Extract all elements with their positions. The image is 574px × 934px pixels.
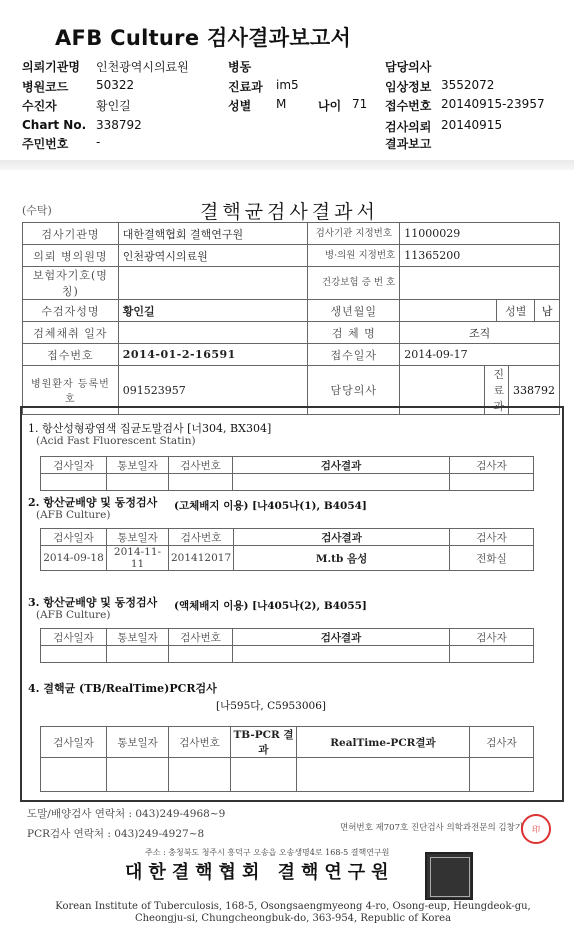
- cell-tester: 전화실: [450, 546, 534, 571]
- header-value: -: [96, 135, 101, 149]
- header-value: M: [276, 97, 287, 111]
- col-header: 검사일자: [41, 457, 107, 474]
- col-header: 검사자: [450, 629, 534, 646]
- section-title: 2. 항산균배양 및 동정검사: [28, 496, 158, 509]
- info-value: 대한결핵협회 결핵연구원: [118, 223, 308, 245]
- info-value: [118, 322, 308, 344]
- section-title: 1. 항산성형광염색 집균도말검사 [너304, BX304]: [28, 422, 272, 435]
- patient-info-table: [22, 222, 560, 415]
- header-value: 20140915: [441, 118, 503, 132]
- col-header: RealTime-PCR결과: [297, 727, 470, 758]
- header-value: 71: [352, 97, 368, 111]
- col-header: 검사자: [470, 727, 534, 758]
- col-header: 검사자: [450, 529, 534, 546]
- section-title: 3. 항산균배양 및 동정검사: [28, 596, 158, 609]
- pcr-results-table: [40, 726, 534, 792]
- results-table-3: [40, 628, 534, 663]
- info-label: 보험자기호(명칭): [23, 267, 119, 300]
- english-address-line2: Cheongju-si, Chungcheongbuk-do, 363-954, Republic of Korea: [134, 913, 452, 924]
- english-address-line1: Korean Institute of Tuberculosis, 168-5, Osongsaengmyeong 4-ro, Osong-eup, Heungdeok-gu,: [55, 901, 531, 912]
- header-value: 인천광역시의료원: [96, 60, 189, 74]
- info-label: 검사기관 지정번호: [308, 223, 400, 245]
- section-subtitle: (Acid Fast Fluorescent Statin): [36, 435, 196, 447]
- info-label: 의뢰 병의원명: [23, 245, 119, 267]
- header-label: 병동: [228, 60, 252, 74]
- header-label: 병원코드: [22, 80, 69, 94]
- header-label: 결과보고: [385, 137, 432, 151]
- info-label: 진료과: [493, 368, 504, 413]
- col-header: 통보일자: [107, 529, 169, 546]
- header-label: 주민번호: [22, 137, 69, 151]
- info-value: 황인길: [118, 300, 308, 322]
- header-value: im5: [276, 78, 299, 92]
- col-header: TB-PCR 결과: [231, 727, 297, 758]
- results-header-row: [41, 629, 534, 646]
- cell-no: 201412017: [169, 546, 234, 571]
- info-row: [23, 245, 560, 267]
- info-value: 2014-09-17: [400, 344, 560, 366]
- info-label: 수검자성명: [23, 300, 119, 322]
- info-label: 건강보험 증 번 호: [308, 267, 400, 300]
- sex-subtable: [400, 300, 559, 321]
- header-row: [0, 58, 574, 76]
- info-value: [400, 267, 560, 300]
- address-text: 주소 : 충청북도 청주시 흥덕구 오송읍 오송생명4로 168-5 결핵연구원: [145, 848, 390, 857]
- results-header-row: [41, 727, 534, 758]
- info-label: 담당의사: [308, 366, 400, 415]
- cell-result: M.tb 음성: [234, 546, 450, 571]
- info-value: 남: [541, 304, 553, 318]
- section-subtitle: (AFB Culture): [36, 509, 111, 521]
- header-row: [0, 118, 574, 136]
- section-subtitle: (AFB Culture): [36, 609, 111, 621]
- col-header: 검사일자: [41, 529, 107, 546]
- header-row: [0, 135, 574, 153]
- info-label: 검체채취 일자: [23, 322, 119, 344]
- info-value: [118, 267, 308, 300]
- col-header: 검사번호: [169, 629, 233, 646]
- document-title: 결핵균검사결과서: [200, 201, 379, 223]
- header-row: [0, 97, 574, 115]
- header-label: 성별: [228, 99, 252, 113]
- col-header: 검사자: [450, 457, 534, 474]
- header-label: 진료과: [228, 80, 263, 94]
- organization-name: 대한결핵협회 결핵연구원: [125, 862, 395, 883]
- section-extra: [나595다, C5953006]: [216, 700, 326, 712]
- results-header-row: [41, 529, 534, 546]
- col-header: 검사결과: [234, 529, 450, 546]
- cell-notify: 2014-11-11: [107, 546, 169, 571]
- info-value: 조직: [400, 322, 560, 344]
- col-header: 통보일자: [107, 457, 169, 474]
- info-label: 성별: [497, 300, 535, 321]
- info-value: [400, 300, 497, 321]
- info-value: 091523957: [118, 366, 308, 415]
- license-text: 면허번호 제707호 진단검사 의학과전문의 김창기: [340, 823, 524, 833]
- cell-date: 2014-09-18: [41, 546, 107, 571]
- info-value: 인천광역시의료원: [118, 245, 308, 267]
- info-value: 11000029: [400, 223, 560, 245]
- results-header-row: [41, 457, 534, 474]
- header-label: 수진자: [22, 99, 57, 113]
- contact-pcr: PCR검사 연락처 : 043)249-4927~8: [27, 828, 205, 840]
- col-header: 검사결과: [233, 457, 450, 474]
- info-row: [23, 300, 560, 322]
- header-label: 접수번호: [385, 99, 432, 113]
- report-title: AFB Culture 검사결과보고서: [55, 26, 352, 50]
- results-row: [41, 474, 534, 491]
- header-row: [0, 78, 574, 96]
- official-seal-icon: [425, 852, 473, 900]
- header-label: 임상정보: [385, 80, 432, 94]
- col-header: 검사번호: [169, 529, 234, 546]
- contact-smear-culture: 도말/배양검사 연락처 : 043)249-4968~9: [27, 808, 226, 820]
- results-row: [41, 646, 534, 663]
- header-label: 의뢰기관명: [22, 60, 80, 74]
- col-header: 검사일자: [41, 629, 107, 646]
- header-value: 338792: [96, 118, 142, 132]
- english-address: [53, 901, 533, 925]
- col-header: 검사번호: [169, 727, 231, 758]
- info-label: 접수일자: [308, 344, 400, 366]
- col-header: 검사일자: [41, 727, 107, 758]
- info-value: 2014-01-2-16591: [118, 344, 308, 366]
- info-row: [23, 344, 560, 366]
- header-value: 50322: [96, 78, 135, 92]
- section-extra: (액체배지 이용) [나405나(2), B4055]: [174, 600, 367, 612]
- section-title: 4. 결핵균 (TB/RealTime)PCR검사: [28, 682, 217, 695]
- info-label: 생년월일: [308, 300, 400, 322]
- results-table-1: [40, 456, 534, 491]
- header-value: 3552072: [441, 78, 495, 92]
- section-divider: [0, 160, 574, 170]
- col-header: 검사번호: [169, 457, 233, 474]
- results-table-2: [40, 528, 534, 571]
- header-label: Chart No.: [22, 118, 87, 132]
- info-label: 검사기관명: [23, 223, 119, 245]
- info-label: 병원환자 등록번호: [23, 366, 119, 415]
- col-header: 통보일자: [107, 727, 169, 758]
- scanned-document: [5, 170, 569, 934]
- info-label: 검 체 명: [308, 322, 400, 344]
- info-row: [23, 223, 560, 245]
- info-label: 접수번호: [23, 344, 119, 366]
- header-value: 황인길: [96, 99, 131, 113]
- header-value: 20140915-23957: [441, 97, 545, 111]
- document-tag: (수탁): [22, 204, 52, 217]
- results-box: [20, 406, 564, 802]
- results-row: [41, 758, 534, 792]
- col-header: 검사결과: [233, 629, 450, 646]
- info-label: 병·의원 지정번호: [308, 245, 400, 267]
- section-extra: (고체배지 이용) [나405나(1), B4054]: [174, 500, 367, 512]
- header-label: 담당의사: [385, 60, 432, 74]
- info-value: 11365200: [400, 245, 560, 267]
- info-value: 338792: [509, 366, 560, 414]
- info-cell: [400, 300, 560, 322]
- header-label: 나이: [318, 99, 342, 113]
- red-seal-icon: 印: [521, 814, 551, 844]
- header-label: 검사의뢰: [385, 120, 432, 134]
- info-row: [23, 267, 560, 300]
- results-row: [41, 546, 534, 571]
- info-row: [23, 322, 560, 344]
- col-header: 통보일자: [107, 629, 169, 646]
